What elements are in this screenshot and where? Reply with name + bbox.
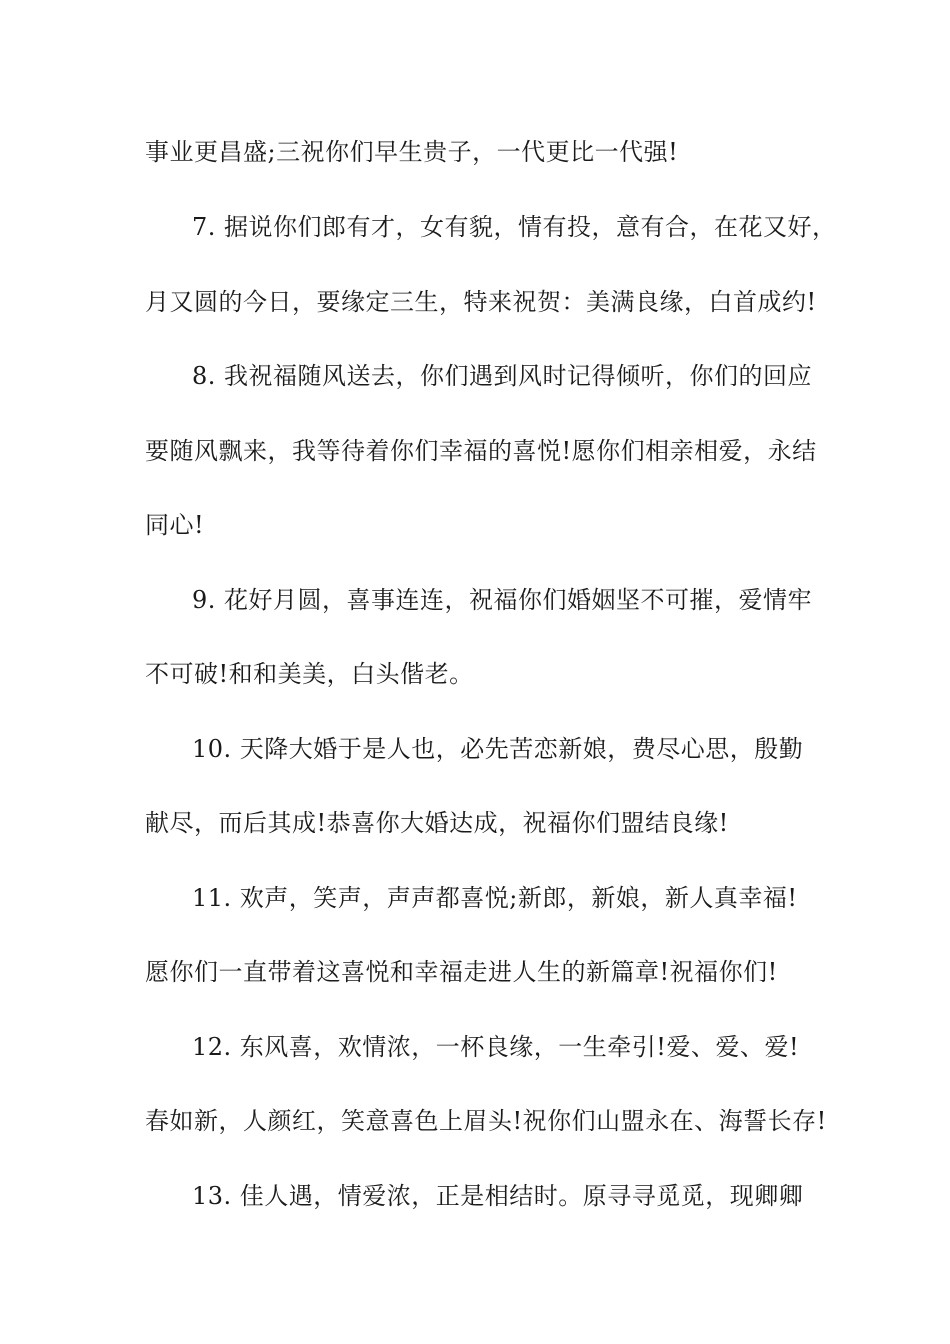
text-line: 事业更昌盛;三祝你们早生贵子，一代更比一代强! [145,138,679,166]
paragraph-10-line-2: 献尽，而后其成!恭喜你大婚达成，祝福你们盟结良缘! [145,809,729,837]
paragraph-11-line-1: 11. 欢声，笑声，声声都喜悦;新郎，新娘，新人真幸福! [192,884,798,912]
paragraph-12-line-2: 春如新，人颜红，笑意喜色上眉头!祝你们山盟永在、海誓长存! [145,1107,827,1135]
paragraph-8-line-3: 同心! [145,511,205,539]
paragraph-10-line-1: 10. 天降大婚于是人也，必先苦恋新娘，费尽心思，殷勤 [192,735,804,763]
paragraph-7-line-2: 月又圆的今日，要缘定三生，特来祝贺：美满良缘，白首成约! [145,288,817,316]
paragraph-8-line-1: 8. 我祝福随风送去，你们遇到风时记得倾听，你们的回应 [192,362,813,390]
paragraph-7-line-1: 7. 据说你们郎有才，女有貌，情有投，意有合，在花又好， [192,213,837,241]
paragraph-9-line-1: 9. 花好月圆，喜事连连，祝福你们婚姻坚不可摧，爱情牢 [192,586,813,614]
paragraph-9-line-2: 不可破!和和美美，白头偕老。 [145,660,474,688]
paragraph-13-line-1: 13. 佳人遇，情爱浓，正是相结时。原寻寻觅觅，现卿卿 [192,1182,804,1210]
paragraph-8-line-2: 要随风飘来，我等待着你们幸福的喜悦!愿你们相亲相爱，永结 [145,437,817,465]
paragraph-11-line-2: 愿你们一直带着这喜悦和幸福走进人生的新篇章!祝福你们! [145,958,778,986]
paragraph-12-line-1: 12. 东风喜，欢情浓，一杯良缘，一生牵引!爱、爱、爱! [192,1033,800,1061]
